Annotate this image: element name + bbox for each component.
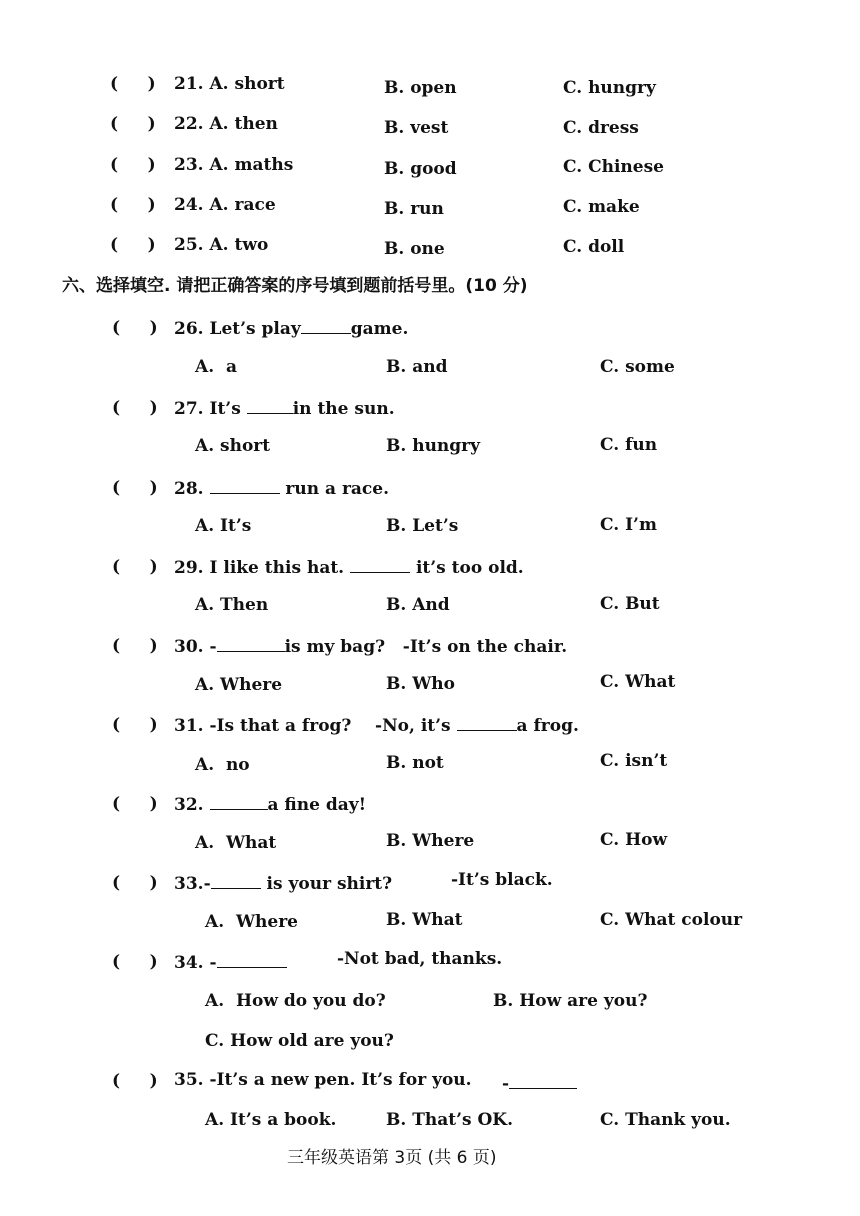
option-c: C. hungry	[563, 78, 656, 98]
answer-blank	[457, 716, 517, 731]
option-c: C. isn’t	[600, 751, 668, 771]
option-b: B. open	[384, 78, 457, 98]
option-b: B. Let’s	[386, 516, 459, 536]
question-28	[174, 479, 389, 498]
answer-paren[interactable]: ( )	[112, 398, 158, 418]
question-text: a frog.	[516, 716, 579, 736]
option-b: B. hungry	[386, 436, 481, 456]
option-a: A. Where	[205, 912, 298, 932]
answer-blank	[509, 1074, 577, 1089]
answer-paren[interactable]: ( )	[112, 636, 158, 656]
question-text: run a race.	[279, 479, 390, 499]
question-27	[174, 399, 395, 418]
answer-blank	[210, 479, 280, 494]
answer-paren[interactable]: ( )	[112, 794, 158, 814]
answer-paren[interactable]: ( )	[112, 873, 158, 893]
option-b: B. not	[386, 753, 444, 773]
answer-blank	[217, 637, 285, 652]
question-26	[174, 319, 408, 338]
answer-blank	[247, 399, 293, 414]
answer-paren[interactable]: ( )	[112, 1071, 158, 1091]
question-30	[174, 637, 567, 656]
answer-paren[interactable]: ( )	[110, 74, 156, 94]
option-b: B. good	[384, 159, 457, 179]
reply-text: -Not bad, thanks.	[337, 949, 503, 969]
question-text: game.	[350, 319, 409, 339]
question-24: 24. A. race	[174, 195, 276, 215]
question-text: 28.	[174, 479, 210, 499]
option-c: C. How old are you?	[205, 1031, 394, 1051]
answer-paren[interactable]: ( )	[112, 557, 158, 577]
question-21: 21. A. short	[174, 74, 285, 94]
reply-text: -It’s black.	[451, 870, 553, 890]
option-a: A. no	[195, 755, 250, 775]
option-b: B. and	[386, 357, 448, 377]
option-a: A. short	[195, 436, 271, 456]
option-c: C. doll	[563, 237, 625, 257]
option-b: B. How are you?	[493, 991, 648, 1011]
answer-blank	[350, 558, 410, 573]
option-b: B. Who	[386, 674, 455, 694]
answer-blank	[301, 319, 351, 334]
answer-paren[interactable]: ( )	[110, 235, 156, 255]
reply-dash: -	[502, 1074, 510, 1094]
question-text: 27. It’s	[174, 399, 247, 419]
option-c: C. What	[600, 672, 676, 692]
question-35: 35. -It’s a new pen. It’s for you.	[174, 1070, 472, 1090]
question-23: 23. A. maths	[174, 155, 294, 175]
option-b: B. one	[384, 239, 445, 259]
question-text: is my bag? -It’s on the chair.	[284, 637, 568, 657]
section-heading: 六、选择填空. 请把正确答案的序号填到题前括号里。(10 分)	[62, 276, 528, 296]
question-text: 34. -	[174, 953, 217, 973]
answer-paren[interactable]: ( )	[112, 952, 158, 972]
option-c: C. I’m	[600, 515, 657, 535]
question-text: 26. Let’s play	[174, 319, 301, 339]
answer-blank	[217, 953, 287, 968]
answer-blank	[210, 795, 268, 810]
option-a: A. It’s a book.	[205, 1110, 337, 1130]
option-c: C. But	[600, 594, 660, 614]
question-text: 31. -Is that a frog? -No, it’s	[174, 716, 457, 736]
reply-text	[502, 1074, 577, 1093]
answer-paren[interactable]: ( )	[112, 478, 158, 498]
page-footer: 三年级英语第 3页 (共 6 页)	[287, 1148, 497, 1168]
answer-paren[interactable]: ( )	[110, 114, 156, 134]
question-34	[174, 953, 287, 972]
option-a: A. Then	[195, 595, 269, 615]
option-b: B. vest	[384, 118, 449, 138]
option-c: C. How	[600, 830, 668, 850]
option-c: C. fun	[600, 435, 658, 455]
question-22: 22. A. then	[174, 114, 278, 134]
option-b: B. And	[386, 595, 450, 615]
answer-blank	[211, 874, 261, 889]
option-c: C. some	[600, 357, 675, 377]
question-text: 32.	[174, 795, 210, 815]
option-b: B. That’s OK.	[386, 1110, 513, 1130]
question-text: a fine day!	[267, 795, 367, 815]
option-c: C. make	[563, 197, 640, 217]
option-b: B. Where	[386, 831, 475, 851]
option-a: A. a	[195, 357, 237, 377]
question-25: 25. A. two	[174, 235, 269, 255]
question-33	[174, 874, 392, 893]
answer-paren[interactable]: ( )	[110, 155, 156, 175]
option-c: C. What colour	[600, 910, 743, 930]
question-text: 30. -	[174, 637, 217, 657]
option-a: A. What	[195, 833, 277, 853]
question-31	[174, 716, 579, 735]
answer-paren[interactable]: ( )	[110, 195, 156, 215]
option-b: B. run	[384, 199, 444, 219]
option-b: B. What	[386, 910, 463, 930]
option-c: C. dress	[563, 118, 639, 138]
question-text: in the sun.	[292, 399, 395, 419]
question-text: it’s too old.	[410, 558, 524, 578]
option-a: A. Where	[195, 675, 283, 695]
option-c: C. Chinese	[563, 157, 664, 177]
question-text: 29. I like this hat.	[174, 558, 351, 578]
answer-paren[interactable]: ( )	[112, 318, 158, 338]
option-a: A. How do you do?	[205, 991, 386, 1011]
question-29	[174, 558, 524, 577]
question-text: 33.-	[174, 874, 211, 894]
option-a: A. It’s	[195, 516, 252, 536]
question-text: is your shirt?	[260, 874, 393, 894]
question-32	[174, 795, 366, 814]
answer-paren[interactable]: ( )	[112, 715, 158, 735]
option-c: C. Thank you.	[600, 1110, 731, 1130]
